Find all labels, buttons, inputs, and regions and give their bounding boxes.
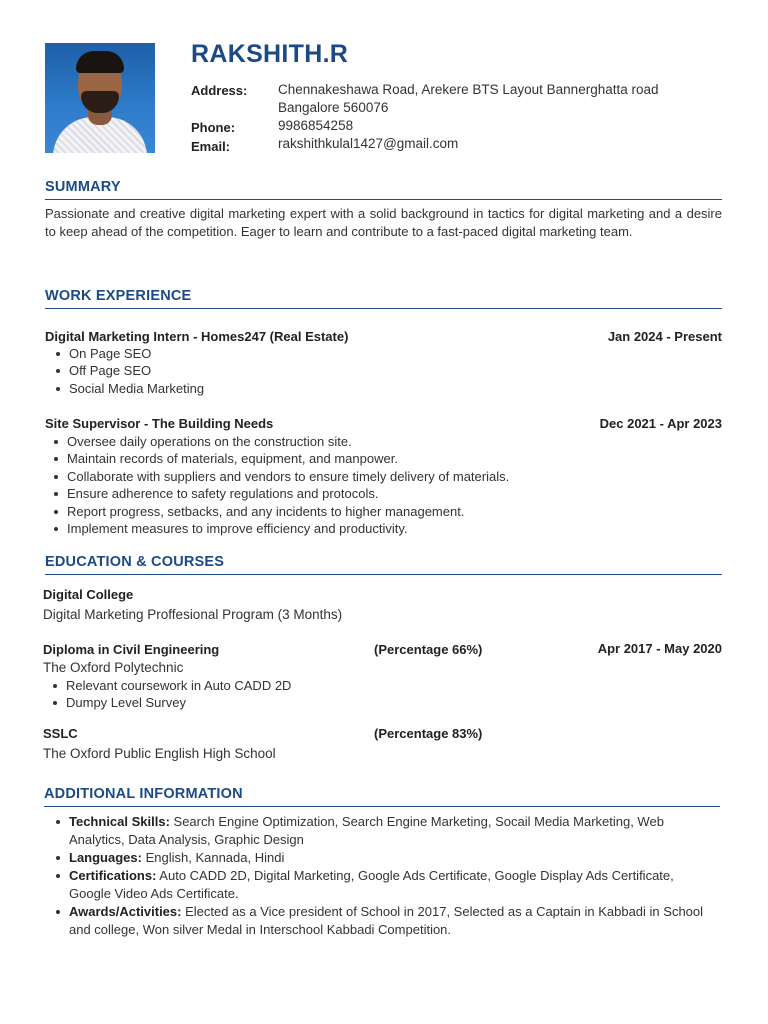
item-label: Awards/Activities:: [69, 904, 182, 920]
education-divider: [45, 574, 722, 575]
work-experience-heading: WORK EXPERIENCE: [45, 288, 192, 304]
address-line-1: Chennakeshawa Road, Arekere BTS Layout Bannerghatta road: [278, 82, 659, 97]
list-item: [47, 903, 707, 938]
item-label: Languages:: [69, 849, 142, 865]
education-score: (Percentage 83%): [374, 726, 483, 741]
list-item: On Page SEO: [47, 345, 204, 362]
job-dates: Jan 2024 - Present: [607, 329, 722, 344]
job-dates: Dec 2021 - Apr 2023: [599, 416, 722, 431]
item-text: English, Kannada, Hindi: [141, 849, 285, 865]
additional-info-heading: ADDITIONAL INFORMATION: [44, 786, 243, 802]
list-item: Off Page SEO: [47, 362, 204, 379]
item-text: Elected as a Vice president of School in 2017, Selected as a Captain in Kabbadi in School and college, Won silver Medal in Interschool Kabbadi Competition.: [69, 904, 704, 937]
education-name: Digital College: [43, 587, 134, 602]
education-institution: The Oxford Public English High School: [43, 746, 276, 761]
job-bullets: [45, 433, 509, 537]
list-item: Oversee daily operations on the construction site.: [45, 433, 509, 450]
list-item: [47, 849, 707, 867]
summary-heading: SUMMARY: [45, 179, 121, 195]
job-bullets: [47, 345, 204, 397]
address-line-2: Bangalore 560076: [278, 100, 389, 115]
job-title: Site Supervisor - The Building Needs: [45, 416, 274, 431]
list-item: Ensure adherence to safety regulations and protocols.: [45, 485, 509, 502]
list-item: Maintain records of materials, equipment, and manpower.: [45, 450, 509, 467]
summary-divider: [45, 199, 722, 200]
education-bullets: [44, 677, 291, 712]
list-item: Collaborate with suppliers and vendors to ensure timely delivery of materials.: [45, 468, 509, 485]
education-score: (Percentage 66%): [374, 642, 483, 657]
education-dates: Apr 2017 - May 2020: [597, 641, 722, 656]
job-title: Digital Marketing Intern - Homes247 (Real Estate): [45, 329, 349, 344]
item-label: Certifications:: [69, 868, 157, 884]
list-item: Implement measures to improve efficiency and productivity.: [45, 520, 509, 537]
work-divider: [45, 308, 722, 309]
education-name: Diploma in Civil Engineering: [43, 642, 220, 657]
address-label: Address:: [191, 83, 248, 98]
list-item: Social Media Marketing: [47, 380, 204, 397]
email-value: rakshithkulal1427@gmail.com: [278, 136, 459, 151]
item-text: Auto CADD 2D, Digital Marketing, Google Ads Certificate, Google Display Ads Certificate, Google Video Ads Certificate.: [69, 868, 674, 901]
education-institution: The Oxford Polytechnic: [43, 660, 184, 675]
item-label: Technical Skills:: [69, 814, 170, 829]
additional-divider: [44, 806, 720, 807]
list-item: [47, 867, 707, 902]
list-item: Dumpy Level Survey: [44, 694, 291, 711]
education-name: SSLC: [43, 726, 78, 741]
phone-label: Phone:: [191, 120, 236, 135]
candidate-name: RAKSHITH.R: [191, 40, 349, 68]
list-item: Relevant coursework in Auto CADD 2D: [44, 677, 291, 694]
education-heading: EDUCATION & COURSES: [45, 554, 225, 570]
list-item: Report progress, setbacks, and any incidents to higher management.: [45, 503, 509, 520]
email-label: Email:: [191, 139, 231, 154]
education-detail: Digital Marketing Proffesional Program (3 Months): [43, 607, 343, 622]
additional-info-list: [47, 813, 707, 939]
phone-value: 9986854258: [278, 118, 354, 133]
item-text: Search Engine Optimization, Search Engine Marketing, Socail Media Marketing, Web Analytics, Data Analysis, Graphic Design: [69, 814, 664, 847]
profile-photo: [45, 43, 155, 153]
summary-text: Passionate and creative digital marketing expert with a solid background in tactics for digital marketing and a desire to keep ahead of the competition. Eager to learn and contribute to a fast-paced digital marketing team.: [45, 206, 722, 239]
list-item: [47, 813, 707, 848]
